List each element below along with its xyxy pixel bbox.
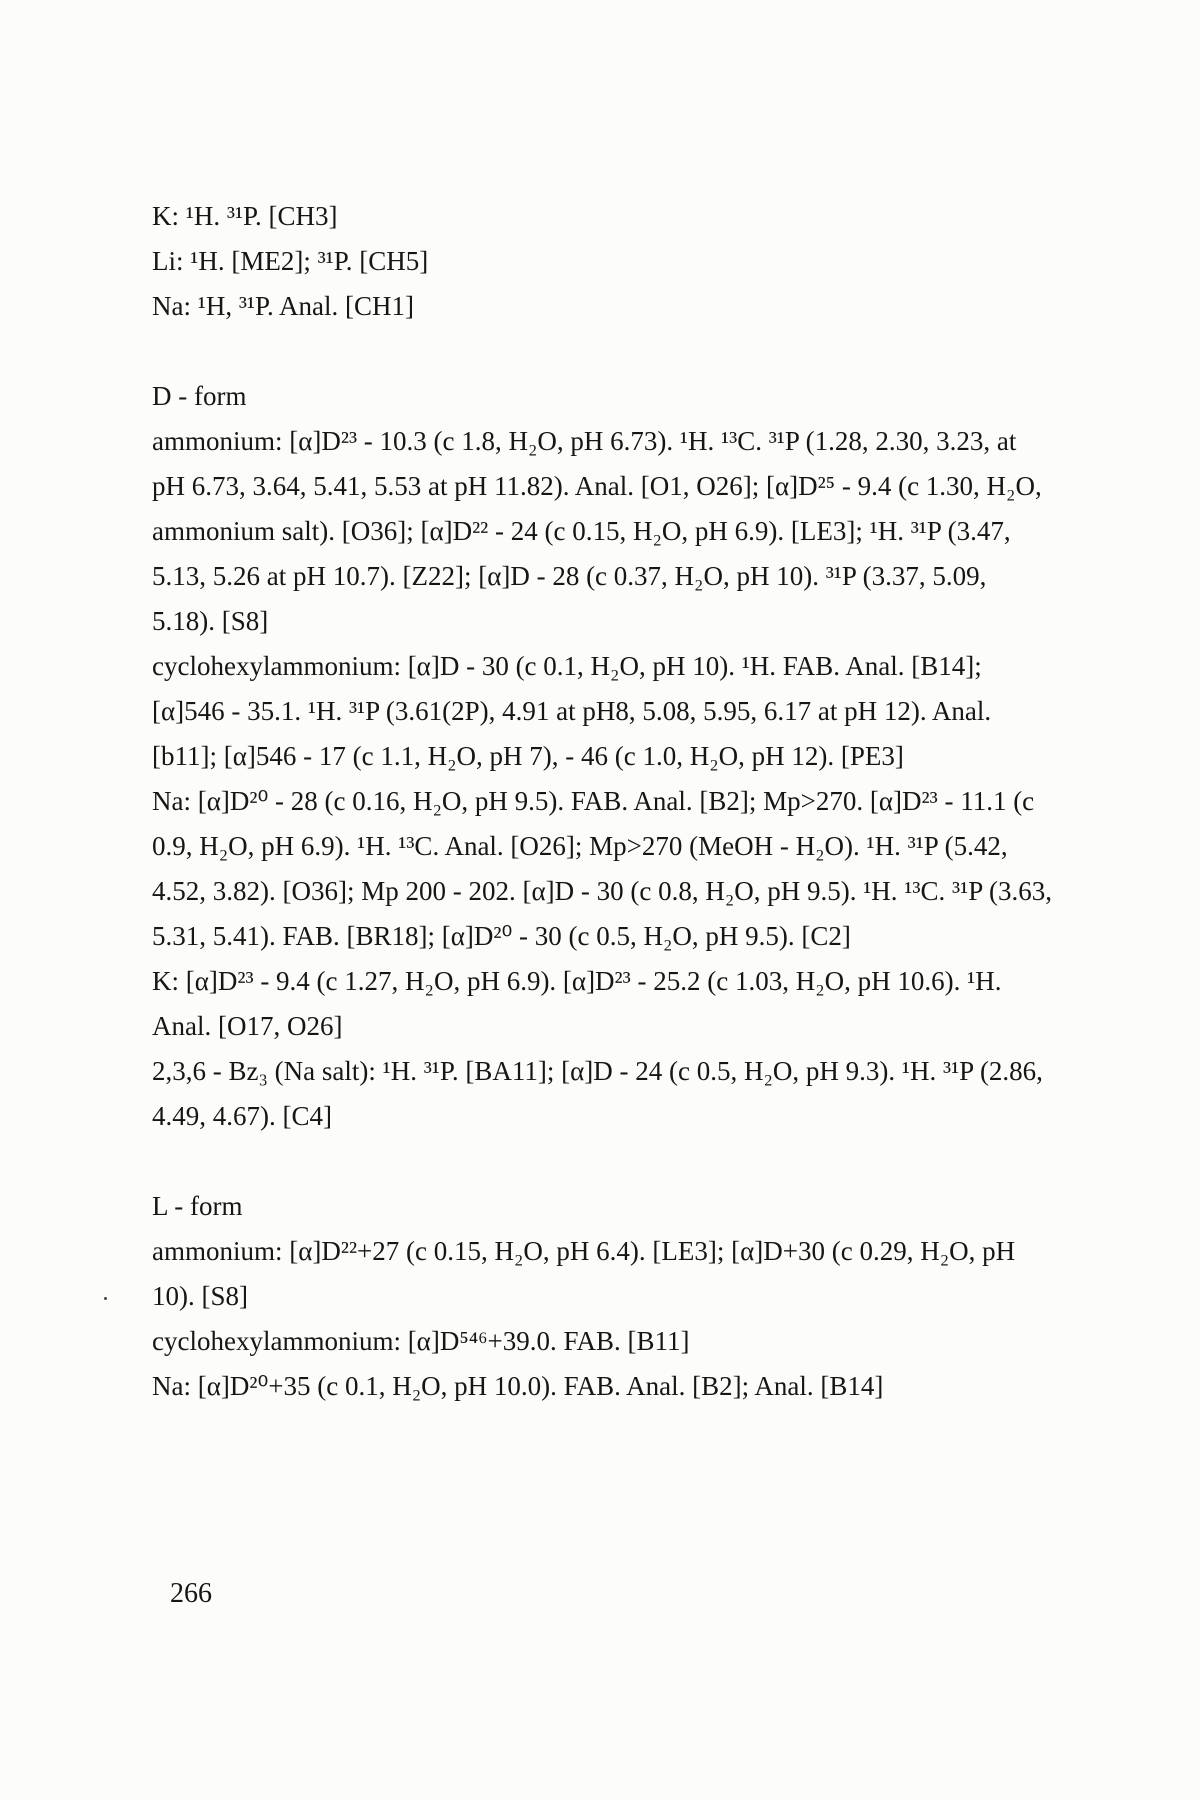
d-form-ammonium-entry: ammonium: [α]D²³ - 10.3 (c 1.8, H₂O, pH 6.73). ¹H. ¹³C. ³¹P (1.28, 2.30, 3.23, at pH 6.73, 3.64, 5.41, 5.53 at pH 11.82). Anal. [O1, O26]; [α]D²⁵ - 9.4 (c 1.30, H₂O, ammonium salt). [O36]; [α]D²² - 24 (c 0.15, H₂O, pH 6.9). [LE3]; ¹H. ³¹P (3.47, 5.13, 5.26 at pH 10.7). [Z22]; [α]D - 28 (c 0.37, H₂O, pH 10). ³¹P (3.37, 5.09, 5.18). [S8] — [152, 426, 1042, 636]
record-na: Na: ¹H, ³¹P. Anal. [CH1] — [152, 291, 415, 321]
d-form-bz-entry: 2,3,6 - Bz₃ (Na salt): ¹H. ³¹P. [BA11]; [α]D - 24 (c 0.5, H₂O, pH 9.3). ¹H. ³¹P (2.86, 4.49, 4.67). [C4] — [152, 1056, 1043, 1131]
spacer — [152, 1139, 1052, 1184]
l-form-na-entry: Na: [α]D²⁰+35 (c 0.1, H₂O, pH 10.0). FAB. Anal. [B2]; Anal. [B14] — [152, 1371, 884, 1401]
spacer — [152, 329, 1052, 374]
section-heading-l-form: L - form — [152, 1191, 243, 1221]
d-form-k-entry: K: [α]D²³ - 9.4 (c 1.27, H₂O, pH 6.9). [α]D²³ - 25.2 (c 1.03, H₂O, pH 10.6). ¹H. Anal. [O17, O26] — [152, 966, 1002, 1041]
document-body — [152, 194, 1052, 1409]
page-number: 266 — [170, 1578, 212, 1609]
l-form-ammonium-entry: ammonium: [α]D²²+27 (c 0.15, H₂O, pH 6.4). [LE3]; [α]D+30 (c 0.29, H₂O, pH 10). [S8] — [152, 1236, 1016, 1311]
record-k: K: ¹H. ³¹P. [CH3] — [152, 201, 338, 231]
record-li: Li: ¹H. [ME2]; ³¹P. [CH5] — [152, 246, 429, 276]
l-form-cyclohexylammonium-entry: cyclohexylammonium: [α]D⁵⁴⁶+39.0. FAB. [B11] — [152, 1326, 690, 1356]
section-heading-d-form: D - form — [152, 381, 247, 411]
stray-mark — [104, 1297, 107, 1300]
d-form-cyclohexylammonium-entry: cyclohexylammonium: [α]D - 30 (c 0.1, H₂O, pH 10). ¹H. FAB. Anal. [B14]; [α]546 - 35.1. ¹H. ³¹P (3.61(2P), 4.91 at pH8, 5.08, 5.95, 6.17 at pH 12). Anal. [b11]; [α]546 - 17 (c 1.1, H₂O, pH 7), - 46 (c 1.0, H₂O, pH 12). [PE3] — [152, 651, 992, 771]
d-form-na-entry: Na: [α]D²⁰ - 28 (c 0.16, H₂O, pH 9.5). FAB. Anal. [B2]; Mp>270. [α]D²³ - 11.1 (c 0.9, H₂O, pH 6.9). ¹H. ¹³C. Anal. [O26]; Mp>270 (MeOH - H₂O). ¹H. ³¹P (5.42, 4.52, 3.82). [O36]; Mp 200 - 202. [α]D - 30 (c 0.8, H₂O, pH 9.5). ¹H. ¹³C. ³¹P (3.63, 5.31, 5.41). FAB. [BR18]; [α]D²⁰ - 30 (c 0.5, H₂O, pH 9.5). [C2] — [152, 786, 1052, 951]
